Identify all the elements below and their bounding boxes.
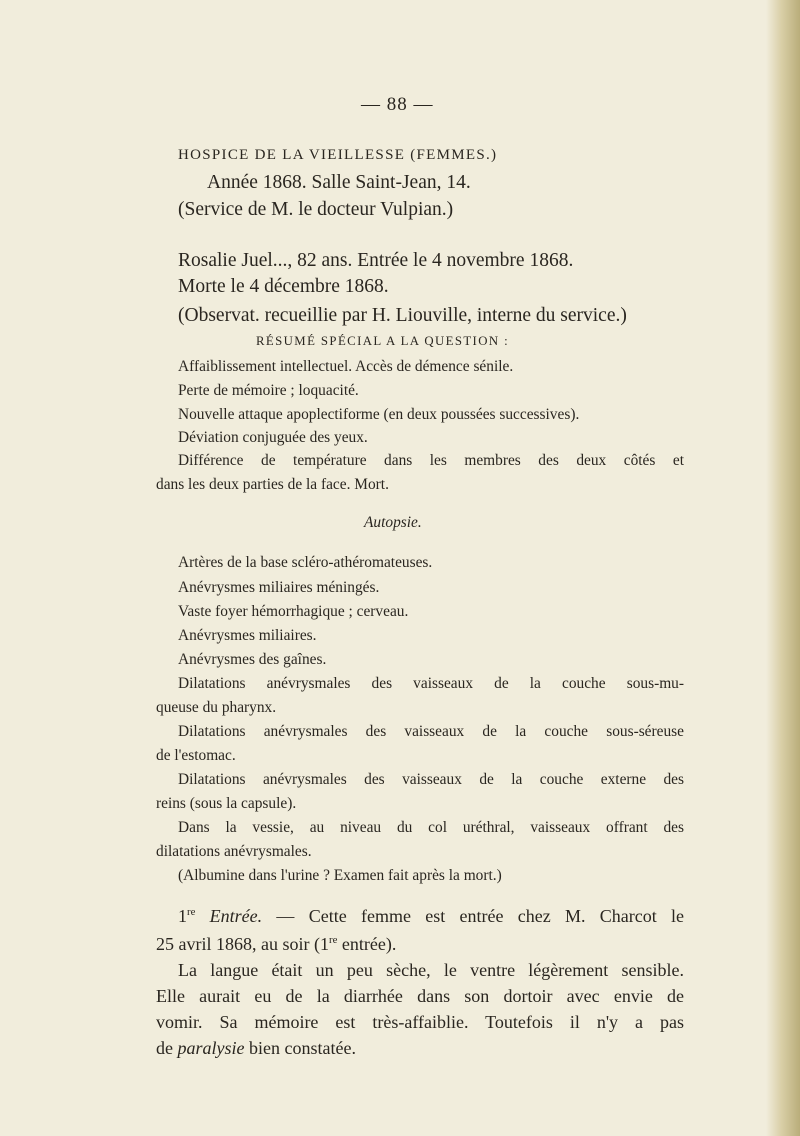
autopsy-line: Anévrysmes des gaînes.	[178, 651, 327, 668]
entry-line-2: 25 avril 1868, au soir (1re entrée).	[156, 934, 397, 954]
summary-heading: RÉSUMÉ SPÉCIAL A LA QUESTION :	[256, 334, 510, 348]
autopsy-line: (Albumine dans l'urine ? Examen fait après la mort.)	[178, 867, 502, 884]
entry-line-1: 1re Entrée. — Cette femme est entrée chez M. Charcot le	[178, 906, 684, 926]
observation-credit: (Observat. recueillie par H. Liouville, interne du service.)	[178, 305, 627, 326]
entry-line-3: La langue était un peu sèche, le ventre légèrement sensible.	[178, 960, 684, 980]
entry-line-4: Elle aurait eu de la diarrhée dans son dortoir avec envie de	[156, 986, 684, 1006]
autopsy-heading: Autopsie.	[364, 514, 422, 531]
patient-line-1: Rosalie Juel..., 82 ans. Entrée le 4 novembre 1868.	[178, 250, 574, 271]
summary-line: Nouvelle attaque apoplectiforme (en deux poussées successives).	[178, 406, 580, 423]
entry-line-6: de paralysie bien constatée.	[156, 1038, 356, 1058]
page-edge-shadow	[766, 0, 800, 1136]
institution-heading: HOSPICE DE LA VIEILLESSE (FEMMES.)	[178, 147, 498, 163]
autopsy-line: dilatations anévrysmales.	[156, 843, 312, 860]
year-ward-line: Année 1868. Salle Saint-Jean, 14.	[207, 172, 471, 193]
autopsy-line: Dilatations anévrysmales des vaisseaux de la couche sous-séreuse	[178, 723, 684, 740]
autopsy-line: Anévrysmes miliaires.	[178, 627, 317, 644]
summary-line: dans les deux parties de la face. Mort.	[156, 476, 389, 493]
autopsy-line: Dilatations anévrysmales des vaisseaux de la couche sous-mu-	[178, 675, 684, 692]
autopsy-line: de l'estomac.	[156, 747, 236, 764]
page-number: — 88 —	[361, 94, 434, 115]
entry-line-5: vomir. Sa mémoire est très-affaiblie. Toutefois il n'y a pas	[156, 1012, 684, 1032]
autopsy-line: reins (sous la capsule).	[156, 795, 297, 812]
patient-line-2: Morte le 4 décembre 1868.	[178, 276, 389, 297]
autopsy-line: Artères de la base scléro-athéromateuses.	[178, 554, 433, 571]
autopsy-line: Dilatations anévrysmales des vaisseaux de la couche externe des	[178, 771, 684, 788]
summary-line: Perte de mémoire ; loquacité.	[178, 382, 359, 399]
service-line: (Service de M. le docteur Vulpian.)	[178, 199, 454, 220]
autopsy-line: Vaste foyer hémorrhagique ; cerveau.	[178, 603, 409, 620]
autopsy-line: queuse du pharynx.	[156, 699, 277, 716]
summary-line: Déviation conjuguée des yeux.	[178, 429, 368, 446]
autopsy-line: Anévrysmes miliaires méningés.	[178, 579, 380, 596]
autopsy-line: Dans la vessie, au niveau du col uréthral, vaisseaux offrant des	[178, 819, 684, 836]
summary-line: Différence de température dans les membres des deux côtés et	[178, 452, 684, 469]
summary-line: Affaiblissement intellectuel. Accès de démence sénile.	[178, 358, 514, 375]
